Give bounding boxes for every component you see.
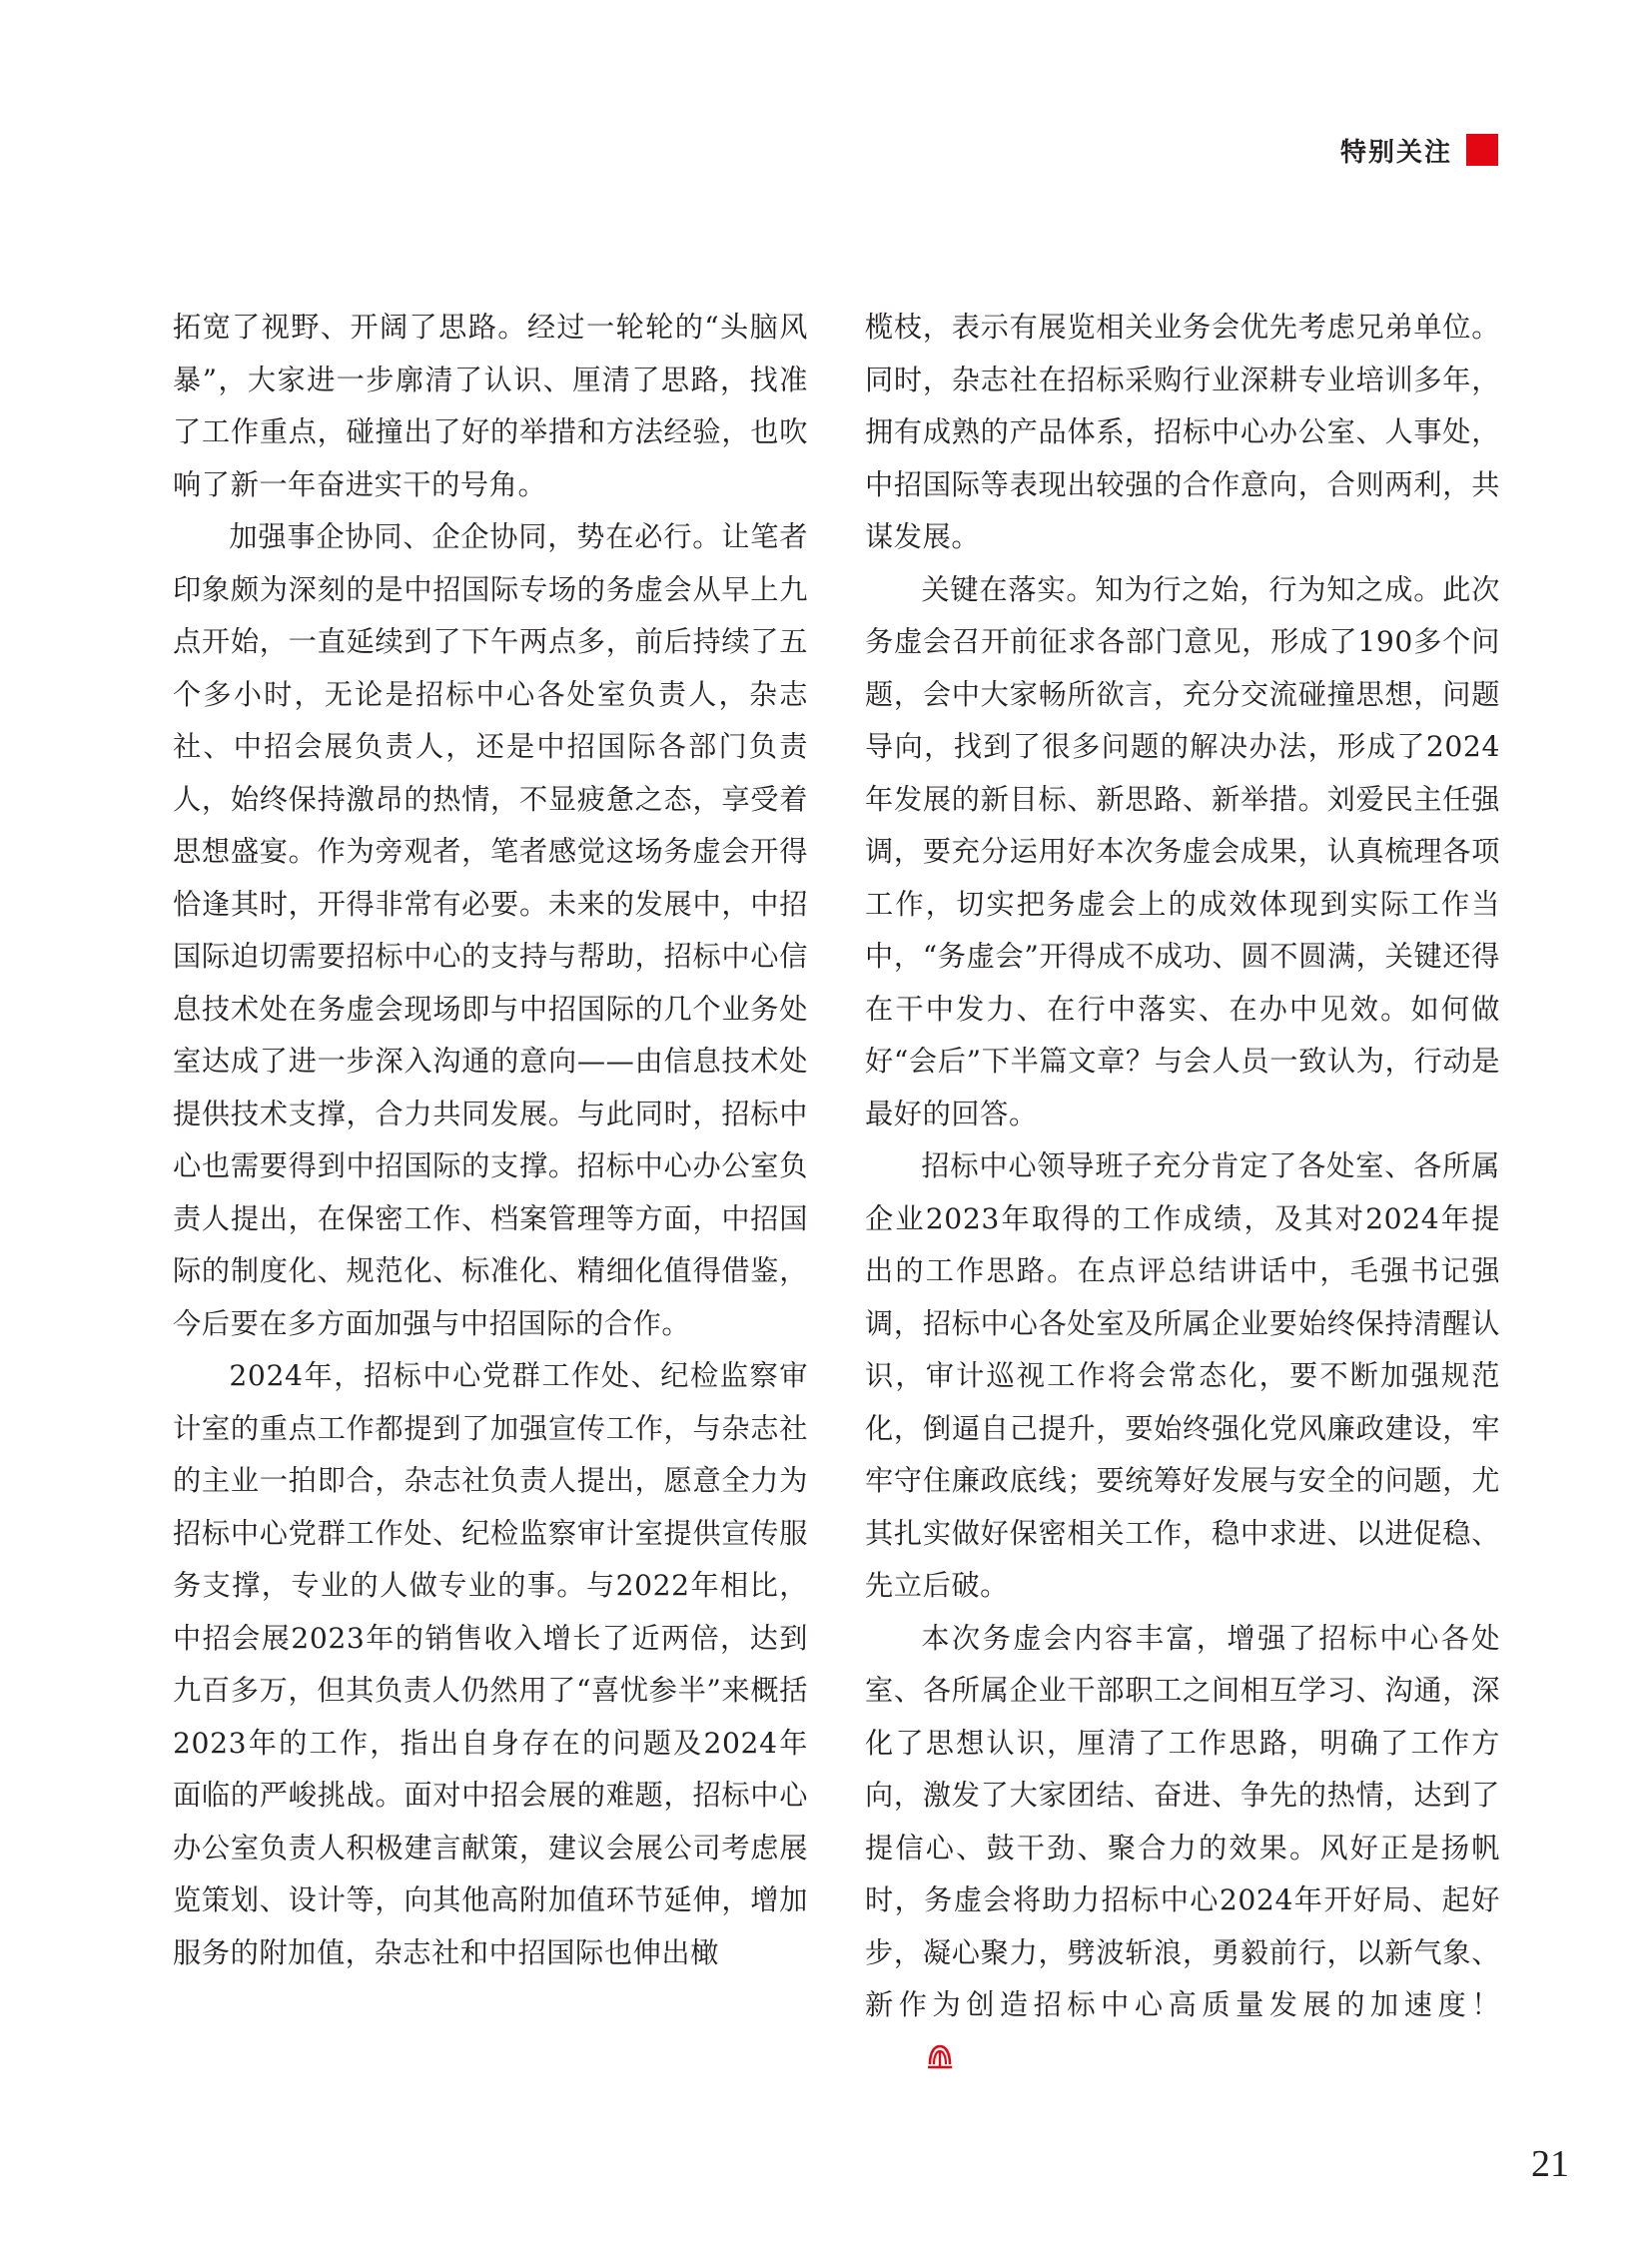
article-paragraph: 2024年，招标中心党群工作处、纪检监察审计室的重点工作都提到了加强宣传工作，与杂志社的主业一拍即合，杂志社负责人提出，愿意全力为招标中心党群工作处、纪检监察审计室提供宣传服务支撑，专业的人做专业的事。与2022年相比，中招会展2023年的销售收入增长了近两倍，达到九百多万，但其负责人仍然用了“喜忧参半”来概括2023年的工作，指出自身存在的问题及2024年面临的严峻挑战。面对中招会展的难题，招标中心办公室负责人积极建言献策，建议会展公司考虑展览策划、设计等，向其他高附加值环节延伸，增加服务的附加值，杂志社和中招国际也伸出橄: [173, 1359, 808, 1969]
article-final-text: 本次务虚会内容丰富，增强了招标中心各处室、各所属企业干部职工之间相互学习、沟通，深化了思想认识，厘清了工作思路，明确了工作方向，激发了大家团结、奋进、争先的热情，达到了提信心、鼓干劲、聚合力的效果。风好正是扬帆时，务虚会将助力招标中心2024年开好局、起好步，凝心聚力，劈波斩浪，勇毅前行，以新气象、新作为创造招标中心高质量发展的加速度！: [865, 1621, 1500, 2021]
article-paragraph: 拓宽了视野、开阔了思路。经过一轮轮的“头脑风暴”，大家进一步廓清了认识、厘清了思路，找准了工作重点，碰撞出了好的举措和方法经验，也吹响了新一年奋进实干的号角。: [173, 311, 808, 501]
article-paragraph: 关键在落实。知为行之始，行为知之成。此次务虚会召开前征求各部门意见，形成了190多个问题，会中大家畅所欲言，充分交流碰撞思想，问题导向，找到了很多问题的解决办法，形成了2024年发展的新目标、新思路、新举措。刘爱民主任强调，要充分运用好本次务虚会成果，认真梳理各项工作，切实把务虚会上的成效体现到实际工作当中，“务虚会”开得成不成功、圆不圆满，关键还得在干中发力、在行中落实、在办中见效。如何做好“会后”下半篇文章？与会人员一致认为，行动是最好的回答。: [865, 572, 1500, 1130]
section-marker-square: [1466, 134, 1498, 166]
article-paragraph: 招标中心领导班子充分肯定了各处室、各所属企业2023年取得的工作成绩，及其对2024年提出的工作思路。在点评总结讲话中，毛强书记强调，招标中心各处室及所属企业要始终保持清醒认识，审计巡视工作将会常态化，要不断加强规范化，倒逼自己提升，要始终强化党风廉政建设，牢牢守住廉政底线；要统筹好发展与安全的问题，尤其扎实做好保密相关工作，稳中求进、以进促稳、先立后破。: [865, 1149, 1500, 1602]
section-label: 特别关注: [1339, 137, 1452, 168]
article-paragraph: [865, 1613, 1500, 2088]
article-paragraph: 榄枝，表示有展览相关业务会优先考虑兄弟单位。同时，杂志社在招标采购行业深耕专业培训多年，拥有成熟的产品体系，招标中心办公室、人事处，中招国际等表现出较强的合作意向，合则两利，共谋发展。: [865, 311, 1500, 553]
page-number: 21: [1531, 2143, 1569, 2185]
article-left-column: [173, 302, 808, 1979]
section-header: [1340, 134, 1498, 166]
article-right-column: [865, 302, 1500, 2087]
article-end-mark-icon: [869, 2035, 955, 2088]
article-paragraph: 加强事企协同、企企协同，势在必行。让笔者印象颇为深刻的是中招国际专场的务虚会从早上九点开始，一直延续到了下午两点多，前后持续了五个多小时，无论是招标中心各处室负责人，杂志社、中招会展负责人，还是中招国际各部门负责人，始终保持激昂的热情，不显疲惫之态，享受着思想盛宴。作为旁观者，笔者感觉这场务虚会开得恰逢其时，开得非常有必要。未来的发展中，中招国际迫切需要招标中心的支持与帮助，招标中心信息技术处在务虚会现场即与中招国际的几个业务处室达成了进一步深入沟通的意向——由信息技术处提供技术支撑，合力共同发展。与此同时，招标中心也需要得到中招国际的支撑。招标中心办公室负责人提出，在保密工作、档案管理等方面，中招国际的制度化、规范化、标准化、精细化值得借鉴，今后要在多方面加强与中招国际的合作。: [173, 520, 808, 1340]
